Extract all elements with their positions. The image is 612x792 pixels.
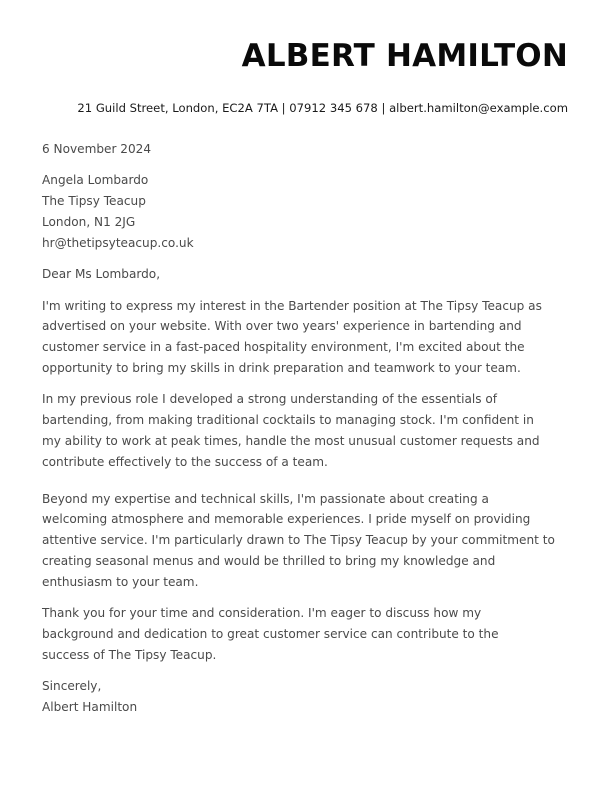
paragraph-4 [42, 603, 582, 665]
recipient-address [42, 170, 582, 253]
recipient-company: The Tipsy Teacup [42, 194, 146, 209]
paragraph-line: opportunity to bring my skills in drink preparation and teamwork to your team. [42, 360, 521, 375]
paragraph-line: my ability to work at peak times, handle the most unusual customer requests and [42, 433, 540, 448]
paragraph-1 [42, 296, 582, 379]
paragraph-line: success of The Tipsy Teacup. [42, 647, 217, 662]
paragraph-line: creating seasonal menus and would be thrilled to bring my knowledge and [42, 553, 496, 568]
paragraph-line: attentive service. I'm particularly drawn to The Tipsy Teacup by your commitment to [42, 533, 555, 548]
closing: Sincerely, [42, 679, 102, 694]
paragraph-line: Thank you for your time and consideration. I'm eager to discuss how my [42, 606, 482, 621]
letter-date: 6 November 2024 [42, 142, 152, 156]
paragraph-line: advertised on your website. With over two years' experience in bartending and [42, 319, 522, 334]
recipient-name: Angela Lombardo [42, 173, 149, 188]
paragraph-line: I'm writing to express my interest in the Bartender position at The Tipsy Teacup as [42, 298, 542, 313]
paragraph-line: welcoming atmosphere and memorable experiences. I pride myself on providing [42, 512, 531, 527]
paragraph-line: contribute effectively to the success of a team. [42, 454, 328, 469]
letter-body [42, 139, 582, 718]
paragraph-line: In my previous role I developed a strong understanding of the essentials of [42, 392, 498, 407]
recipient-email: hr@thetipsyteacup.co.uk [42, 235, 194, 250]
paragraph-line: Beyond my expertise and technical skills, I'm passionate about creating a [42, 491, 489, 506]
applicant-name: ALBERT HAMILTON [241, 38, 568, 74]
paragraph-line: enthusiasm to your team. [42, 574, 199, 589]
sign-off [42, 676, 582, 718]
recipient-city: London, N1 2JG [42, 214, 136, 229]
contact-details: 21 Guild Street, London, EC2A 7TA | 07912 345 678 | albert.hamilton@example.com [77, 101, 568, 115]
paragraph-line: background and dedication to great customer service can contribute to the [42, 626, 499, 641]
paragraph-line: bartending, from making traditional cocktails to managing stock. I'm confident in [42, 413, 534, 428]
salutation: Dear Ms Lombardo, [42, 267, 161, 282]
paragraph-3 [42, 489, 582, 593]
paragraph-2 [42, 389, 582, 472]
paragraph-line: customer service in a fast-paced hospitality environment, I'm excited about the [42, 340, 525, 355]
signature-name: Albert Hamilton [42, 699, 138, 714]
